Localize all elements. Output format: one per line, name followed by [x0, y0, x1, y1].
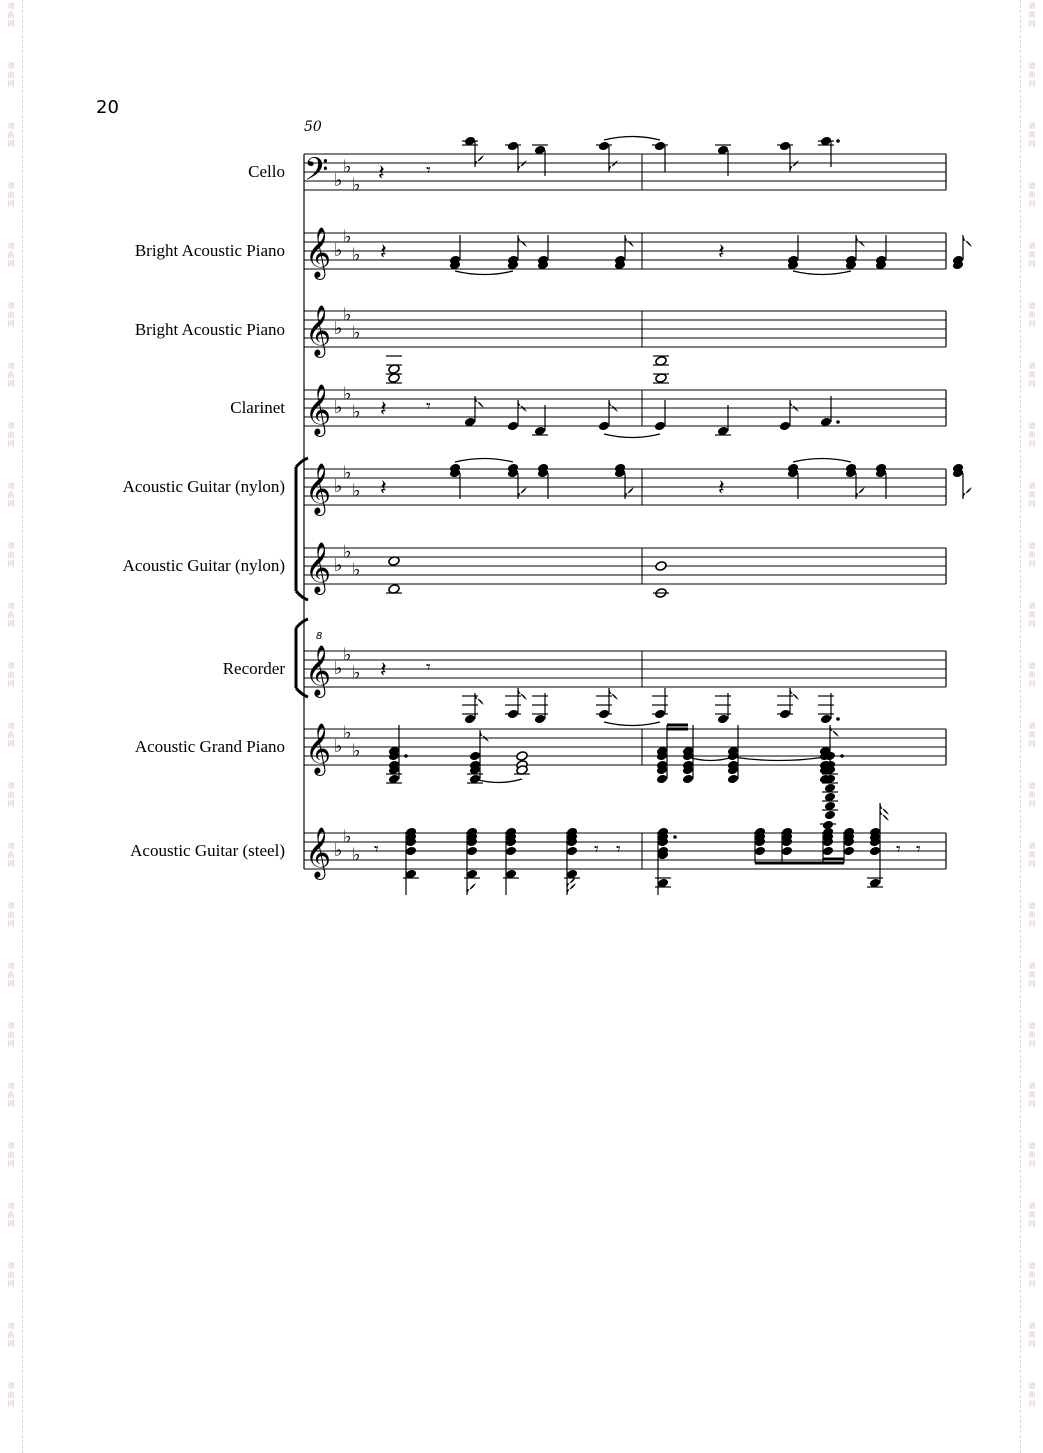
- treble-clef: 𝄞: [305, 723, 332, 774]
- flat-sign: ♭: [334, 240, 343, 261]
- treble-clef: 𝄞: [305, 463, 332, 514]
- watermark-glyph: 谱 曲 网: [7, 1202, 15, 1228]
- note-flag: [475, 693, 484, 705]
- note-flag: [625, 235, 634, 247]
- note-flag: [467, 883, 476, 895]
- dot: [836, 717, 840, 721]
- note-flag: [475, 396, 484, 408]
- watermark-glyph: 谱 曲 网: [7, 962, 15, 988]
- watermark-glyph: 谱 曲 网: [7, 362, 15, 388]
- watermark-glyph: 谱 曲 网: [1028, 362, 1036, 388]
- note-head: [869, 846, 881, 857]
- note-head: [754, 846, 766, 857]
- watermark-glyph: 谱 曲 网: [7, 62, 15, 88]
- note-flag: [518, 487, 527, 499]
- watermark-glyph: 谱 曲 网: [7, 482, 15, 508]
- note-head: [505, 846, 517, 857]
- dot: [673, 835, 677, 839]
- note-flag: [609, 688, 618, 700]
- flat-sign: ♭: [334, 658, 343, 679]
- watermark-glyph: 谱 曲 网: [1028, 62, 1036, 88]
- tie: [604, 434, 660, 438]
- tie: [793, 459, 851, 463]
- note-flag: [609, 400, 618, 412]
- watermark-glyph: 谱 曲 网: [1028, 182, 1036, 208]
- watermark-glyph: 谱 曲 网: [7, 1382, 15, 1408]
- watermark-glyph: 谱 曲 网: [1028, 1022, 1036, 1048]
- watermark-glyph: 谱 曲 网: [1028, 842, 1036, 868]
- watermark-glyph: 谱 曲 网: [1028, 1142, 1036, 1168]
- flat-sign: ♭: [334, 170, 343, 191]
- note-head: [682, 774, 694, 785]
- watermark-glyph: 谱 曲 网: [7, 662, 15, 688]
- note-flag: [963, 235, 972, 247]
- note-flag: [830, 725, 839, 737]
- watermark-glyph: 谱 曲 网: [1028, 2, 1036, 28]
- note-flag: [518, 160, 527, 172]
- note-head: [598, 141, 610, 152]
- watermark-glyph: 谱 曲 网: [1028, 1322, 1036, 1348]
- watermark-glyph: 谱 曲 网: [1028, 782, 1036, 808]
- treble-clef: 𝄞: [305, 645, 332, 696]
- quarter-rest: 𝄽: [718, 476, 725, 501]
- note-head: [507, 421, 519, 432]
- note-head: [717, 714, 729, 725]
- note-flag: [480, 730, 489, 742]
- tie: [455, 271, 513, 275]
- note-head: [405, 846, 417, 857]
- half-note: [516, 751, 528, 762]
- tie: [733, 757, 825, 761]
- note-flag: [475, 155, 484, 167]
- eighth-rest: 𝄾: [426, 396, 431, 417]
- watermark-glyph: 谱 曲 网: [7, 302, 15, 328]
- flat-sign: ♭: [352, 844, 361, 866]
- quarter-rest: 𝄽: [380, 658, 387, 683]
- flat-sign: ♭: [352, 662, 361, 684]
- dot: [840, 754, 844, 758]
- flat-sign: ♭: [334, 397, 343, 418]
- note-head: [566, 846, 578, 857]
- note-head: [469, 751, 481, 762]
- tie: [475, 779, 522, 783]
- note-flag: [856, 487, 865, 499]
- flat-sign: ♭: [343, 826, 352, 848]
- note-head: [820, 714, 832, 725]
- watermark-glyph: 谱 曲 网: [7, 722, 15, 748]
- tie: [604, 137, 660, 141]
- treble-clef: 𝄞: [305, 227, 332, 278]
- flat-sign: ♭: [343, 226, 352, 248]
- watermark-glyph: 谱 曲 网: [7, 842, 15, 868]
- flat-sign: ♭: [334, 840, 343, 861]
- watermark-glyph: 谱 曲 网: [7, 1262, 15, 1288]
- watermark-glyph: 谱 曲 网: [1028, 902, 1036, 928]
- note-head: [466, 846, 478, 857]
- watermark-glyph: 谱 曲 网: [7, 1082, 15, 1108]
- note-head: [824, 810, 836, 821]
- quarter-rest: 𝄽: [718, 240, 725, 265]
- watermark-glyph: 谱 曲 网: [1028, 962, 1036, 988]
- note-head: [779, 141, 791, 152]
- watermark-glyph: 谱 曲 网: [1028, 662, 1036, 688]
- flat-sign: ♭: [352, 480, 361, 502]
- quarter-rest: 𝄽: [380, 240, 387, 265]
- note-head: [507, 141, 519, 152]
- note-head: [598, 421, 610, 432]
- instrument-label-nylon-guitar-2: Acoustic Guitar (nylon): [122, 556, 285, 575]
- flat-sign: ♭: [352, 174, 361, 196]
- flat-sign: ♭: [352, 401, 361, 423]
- treble-clef: 𝄞: [305, 384, 332, 435]
- flat-sign: ♭: [343, 722, 352, 744]
- watermark-glyph: 谱 曲 网: [7, 1022, 15, 1048]
- treble-clef: 𝄞: [305, 827, 332, 878]
- watermark-glyph: 谱 曲 网: [7, 602, 15, 628]
- watermark-glyph: 谱 曲 网: [7, 782, 15, 808]
- flat-sign: ♭: [352, 740, 361, 762]
- treble-clef: 𝄞: [305, 305, 332, 356]
- watermark-glyph: 谱 曲 网: [7, 542, 15, 568]
- watermark-glyph: 谱 曲 网: [1028, 1262, 1036, 1288]
- watermark-glyph: 谱 曲 网: [7, 2, 15, 28]
- watermark-glyph: 谱 曲 网: [1028, 302, 1036, 328]
- flat-sign: ♭: [334, 318, 343, 339]
- note-head: [727, 774, 739, 785]
- note-flag: [518, 235, 527, 247]
- page-number: 20: [96, 97, 119, 118]
- bass-clef: 𝄢: [304, 151, 329, 195]
- watermark-glyph: 谱 曲 网: [1028, 602, 1036, 628]
- note-flag: [609, 160, 618, 172]
- instrument-label-clarinet: Clarinet: [230, 398, 285, 417]
- watermark-glyph: 谱 曲 网: [7, 242, 15, 268]
- dot: [404, 754, 408, 758]
- note-flag: [518, 688, 527, 700]
- quarter-rest: 𝄽: [380, 397, 387, 422]
- watermark-glyph: 谱 曲 网: [7, 182, 15, 208]
- note-flag: [625, 487, 634, 499]
- instrument-label-steel-guitar: Acoustic Guitar (steel): [130, 841, 285, 860]
- eighth-rest: 𝄾: [374, 839, 379, 860]
- tie: [688, 757, 733, 761]
- tie: [455, 459, 513, 463]
- instrument-label-bright-piano-1: Bright Acoustic Piano: [134, 241, 285, 260]
- note-head: [654, 141, 666, 152]
- treble-clef: 𝄞: [305, 542, 332, 593]
- note-head: [656, 774, 668, 785]
- note-head: [781, 846, 793, 857]
- dot: [836, 420, 840, 424]
- whole-note: [655, 561, 667, 572]
- watermark-glyph: 谱 曲 网: [7, 1322, 15, 1348]
- flat-sign: ♭: [334, 555, 343, 576]
- eighth-rest: 𝄾: [896, 839, 901, 860]
- instrument-label-grand-piano: Acoustic Grand Piano: [134, 737, 285, 756]
- dot: [836, 139, 840, 143]
- watermark-glyph: 谱 曲 网: [1028, 482, 1036, 508]
- note-head: [534, 714, 546, 725]
- watermark-glyph: 谱 曲 网: [1028, 1082, 1036, 1108]
- note-head: [779, 421, 791, 432]
- flat-sign: ♭: [343, 644, 352, 666]
- note-flag: [856, 235, 865, 247]
- eighth-rest: 𝄾: [594, 839, 599, 860]
- note-flag: [790, 400, 799, 412]
- quarter-rest: 𝄽: [378, 161, 385, 186]
- eighth-rest: 𝄾: [426, 657, 431, 678]
- flat-sign: ♭: [343, 156, 352, 178]
- instrument-label-bright-piano-2: Bright Acoustic Piano: [134, 320, 285, 339]
- flat-sign: ♭: [352, 244, 361, 266]
- note-flag: [790, 688, 799, 700]
- instrument-label-cello: Cello: [248, 162, 285, 181]
- watermark-glyph: 谱 曲 网: [1028, 542, 1036, 568]
- eighth-rest: 𝄾: [616, 839, 621, 860]
- note-head: [822, 820, 834, 831]
- flat-sign: ♭: [343, 541, 352, 563]
- eighth-rest: 𝄾: [426, 160, 431, 181]
- eighth-rest: 𝄾: [916, 839, 921, 860]
- watermark-glyph: 谱 曲 网: [1028, 1202, 1036, 1228]
- note-head: [822, 846, 834, 857]
- watermark-glyph: 谱 曲 网: [1028, 722, 1036, 748]
- note-head: [464, 714, 476, 725]
- instrument-label-recorder: Recorder: [222, 659, 285, 678]
- measure-number: 50: [304, 119, 322, 135]
- watermark-glyph: 谱 曲 网: [7, 1142, 15, 1168]
- flat-sign: ♭: [343, 383, 352, 405]
- watermark-glyph: 谱 曲 网: [1028, 422, 1036, 448]
- score-notation: [296, 136, 972, 895]
- watermark-glyph: 谱 曲 网: [1028, 242, 1036, 268]
- instrument-label-nylon-guitar-1: Acoustic Guitar (nylon): [122, 477, 285, 496]
- octave-mark: 8: [316, 631, 323, 642]
- watermark-glyph: 谱 曲 网: [7, 902, 15, 928]
- flat-sign: ♭: [334, 476, 343, 497]
- flat-sign: ♭: [343, 462, 352, 484]
- flat-sign: ♭: [343, 304, 352, 326]
- tie: [604, 722, 660, 726]
- watermark-glyph: 谱 曲 网: [7, 422, 15, 448]
- tie: [793, 271, 851, 275]
- watermark-glyph: 谱 曲 网: [7, 122, 15, 148]
- note-head: [843, 846, 855, 857]
- flat-sign: ♭: [352, 559, 361, 581]
- quarter-rest: 𝄽: [380, 476, 387, 501]
- watermark-glyph: 谱 曲 网: [1028, 1382, 1036, 1408]
- watermark-glyph: 谱 曲 网: [1028, 122, 1036, 148]
- flat-sign: ♭: [334, 736, 343, 757]
- note-flag: [790, 160, 799, 172]
- flat-sign: ♭: [352, 322, 361, 344]
- note-flag: [963, 487, 972, 499]
- note-head: [654, 421, 666, 432]
- note-flag: [518, 400, 527, 412]
